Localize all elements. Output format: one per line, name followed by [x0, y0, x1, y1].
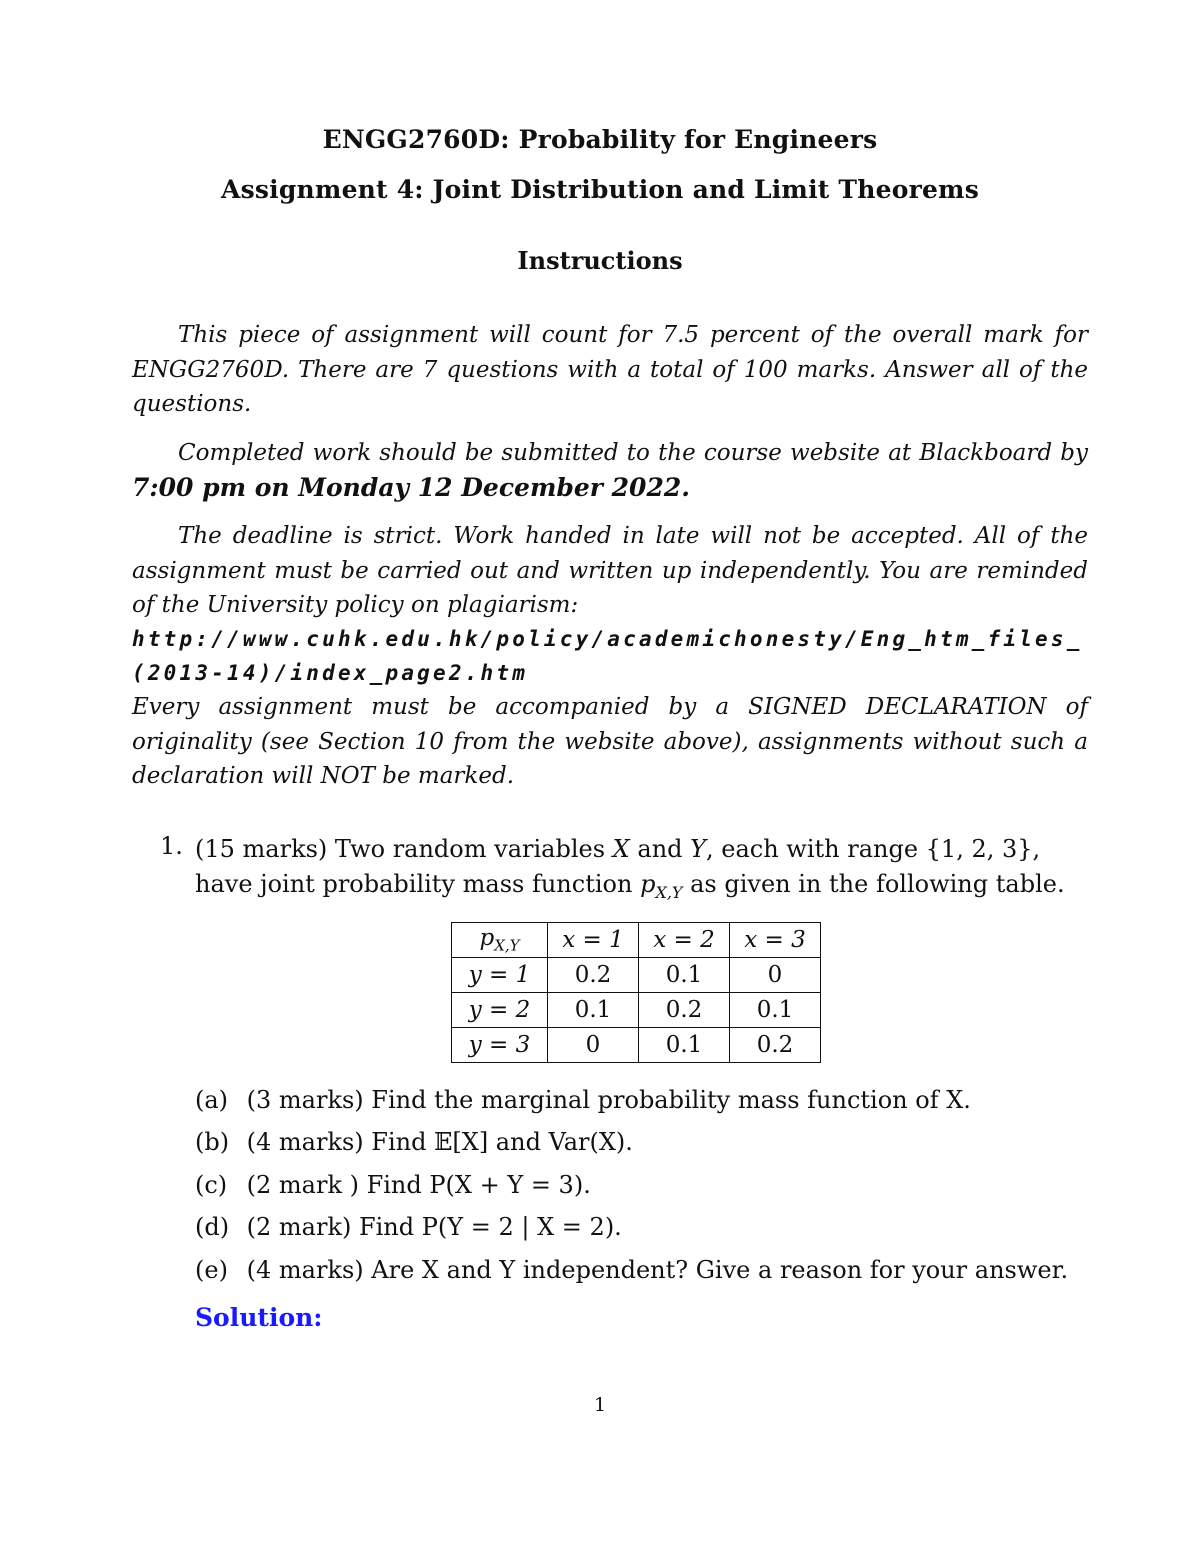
pmf-subscript: X,Y [655, 882, 683, 902]
table-cell: 0 [730, 958, 821, 993]
page-number: 1 [593, 1394, 607, 1416]
submission-info [132, 436, 1088, 506]
table-cell: 0.2 [639, 993, 730, 1028]
table-col-header: x = 2 [639, 923, 730, 958]
part-text: (3 marks) Find the marginal probability mass function of X. [246, 1086, 971, 1114]
solution-label: Solution: [195, 1303, 323, 1332]
submission-text: Completed work should be submitted to the course website at Blackboard by [178, 440, 1088, 466]
table-row [452, 993, 821, 1028]
instructions-text-3: The deadline is strict. Work handed in late will not be accepted. All of the assignment must be carried out and written up independently. You are reminded of the University policy on plagiarism: [132, 523, 1088, 618]
pmf-symbol: p [640, 869, 656, 898]
table-row-header: y = 1 [452, 958, 548, 993]
part-text: (4 marks) Are X and Y independent? Give a reason for your answer. [246, 1256, 1069, 1284]
deadline-text: 7:00 pm on Monday 12 December 2022. [132, 472, 690, 502]
instructions-paragraph-2 [132, 436, 1088, 506]
part-text: (2 mark) Find P(Y = 2 | X = 2). [246, 1213, 622, 1241]
pmf-table [451, 922, 821, 1063]
part-label: (d) [195, 1213, 230, 1241]
table-cell: 0 [548, 1028, 639, 1063]
question-number: 1. [160, 832, 183, 860]
table-row [452, 958, 821, 993]
question-intro-3: as given in the following table. [682, 869, 1065, 898]
table-header-row [452, 923, 821, 958]
part-label: (b) [195, 1128, 230, 1156]
table-row [452, 1028, 821, 1063]
question-intro-2: , each with range {1, 2, 3}, have joint probability mass function [195, 835, 1041, 898]
instructions-paragraph-1 [132, 318, 1088, 422]
table-cell: 0.2 [548, 958, 639, 993]
instructions-paragraph-4 [132, 690, 1088, 794]
table-col-header: x = 1 [548, 923, 639, 958]
table-corner: $p_{X,Y}$ [452, 923, 548, 958]
question-and: and [629, 835, 691, 863]
table-row-header: y = 2 [452, 993, 548, 1028]
instructions-heading: Instructions [517, 246, 683, 275]
var-x: X [612, 835, 630, 863]
policy-url[interactable]: http://www.cuhk.edu.hk/policy/academichonesty/Eng_htm_files_(2013-14)/index_page2.htm [132, 627, 1083, 685]
question-1-text [195, 832, 1090, 910]
table-cell: 0.1 [730, 993, 821, 1028]
part-label: (a) [195, 1086, 229, 1114]
table-col-header: x = 3 [730, 923, 821, 958]
question-part-d [195, 1210, 622, 1244]
table-cell: 0.1 [639, 1028, 730, 1063]
question-part-b [195, 1125, 633, 1159]
question-intro-1: (15 marks) Two random variables [195, 835, 613, 863]
question-part-c [195, 1168, 591, 1202]
part-label: (e) [195, 1256, 228, 1284]
instructions-text-1: This piece of assignment will count for 7.5 percent of the overall mark for ENGG2760D. There are 7 questions with a total of 100 marks. Answer all of the questions. [132, 322, 1088, 417]
part-text: (2 mark ) Find P(X + Y = 3). [246, 1171, 591, 1199]
var-y: Y [690, 835, 706, 863]
question-part-e [195, 1253, 1068, 1287]
assignment-title: Assignment 4: Joint Distribution and Limit Theorems [221, 175, 979, 204]
table-cell: 0.1 [548, 993, 639, 1028]
question-part-a [195, 1083, 971, 1117]
table-cell: 0.2 [730, 1028, 821, 1063]
instructions-paragraph-3 [132, 519, 1088, 623]
part-text: (4 marks) Find 𝔼[X] and Var(X). [246, 1128, 633, 1156]
table-cell: 0.1 [639, 958, 730, 993]
declaration-text: Every assignment must be accompanied by a SIGNED DECLARATION of originality (see Section 10 from the website above), assignments without such a declaration will NOT be marked. [132, 694, 1088, 789]
table-row-header: y = 3 [452, 1028, 548, 1063]
course-title: ENGG2760D: Probability for Engineers [322, 125, 878, 154]
part-label: (c) [195, 1171, 228, 1199]
